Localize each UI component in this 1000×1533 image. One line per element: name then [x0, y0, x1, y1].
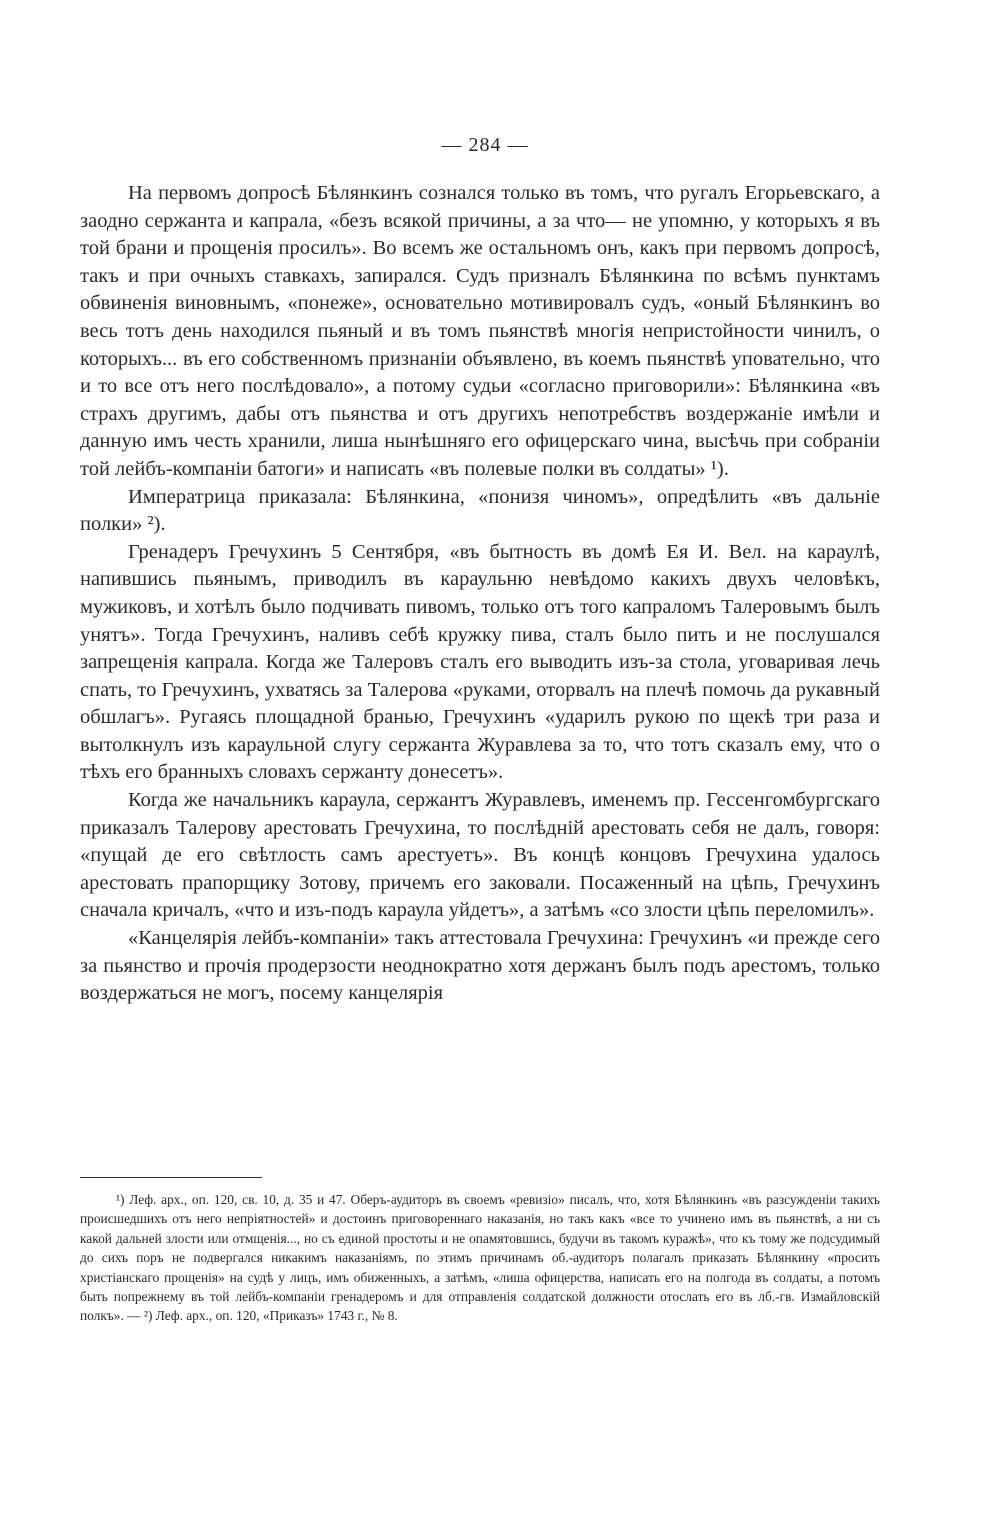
paragraph: Гренадеръ Гречухинъ 5 Сентября, «въ бытность въ домѣ Ея И. Вел. на караулѣ, напившись пьянымъ, приводилъ въ караульню невѣдомо какихъ двухъ человѣкъ, мужиковъ, и хотѣлъ было подчивать пивомъ, только отъ того капраломъ Талеровымъ былъ унятъ». Тогда Гречухинъ, наливъ себѣ кружку пива, сталъ было пить и не послушался запрещенія капрала. Когда же Талеровъ сталъ его выводить изъ-за стола, уговаривая лечь спать, то Гречухинъ, ухватясь за Талерова «руками, оторвалъ на плечѣ помочь да рукавный обшлагъ». Ругаясь площадной бранью, Гречухинъ «ударилъ рукою по щекѣ три раза и вытолкнулъ изъ караульной слугу сержанта Журавлева за то, что тотъ сказалъ ему, что о тѣхъ его бранныхъ словахъ сержанту донесетъ».: [80, 540, 880, 784]
paragraph: Императрица приказала: Бѣлянкина, «понизя чиномъ», опредѣлить «въ дальніе полки» ²).: [80, 485, 880, 536]
footnotes: [80, 1190, 880, 1326]
main-text: [80, 180, 880, 1008]
page-number: — 284 —: [441, 134, 529, 156]
paragraph: На первомъ допросѣ Бѣлянкинъ сознался только въ томъ, что ругалъ Егорьевскаго, а заодно сержанта и капрала, «безъ всякой причины, а за что— не упомню, у которыхъ я въ той брани и прощенія просилъ». Во всемъ же остальномъ онъ, какъ при первомъ допросѣ, такъ и при очныхъ ставкахъ, запирался. Судъ призналъ Бѣлянкина по всѣмъ пунктамъ обвиненія виновнымъ, «понеже», основательно мотивировалъ судъ, «оный Бѣлянкинъ во весь тотъ день находился пьяный и въ томъ пьянствѣ многія непристойности чинилъ, о которыхъ... въ его собственномъ признаніи объявлено, въ коемъ пьянствѣ уповательно, что и то все отъ него послѣдовало», а потому судьи «согласно приговорили»: Бѣлянкина «въ страхъ другимъ, дабы отъ пьянства и отъ другихъ непотребствъ воздержаніе имѣли и данную имъ честь хранили, лиша нынѣшняго его офицерскаго чина, высѣчь при собраніи той лейбъ-компаніи батоги» и написать «въ полевые полки въ солдаты» ¹).: [80, 182, 880, 480]
footnote-divider: [80, 1177, 262, 1178]
paragraph: «Канцелярія лейбъ-компаніи» такъ аттестовала Гречухина: Гречухинъ «и прежде сего за пьянство и прочія продерзости неоднократно хотя держанъ былъ подъ арестомъ, только воздержаться не могъ, посему канцелярія: [80, 927, 880, 1005]
paragraph: Когда же начальникъ караула, сержантъ Журавлевъ, именемъ пр. Гессенгомбургскаго приказалъ Талерову арестовать Гречухина, то послѣдній арестовать себя не далъ, говоря: «пущай де его свѣтлость самъ арестуетъ». Въ концѣ концовъ Гречухина удалось арестовать прапорщику Зотову, причемъ его заковали. Посаженный на цѣпь, Гречухинъ сначала кричалъ, «что и изъ-подъ караула уйдетъ», а затѣмъ «со злости цѣпь переломилъ».: [80, 789, 880, 922]
footnote-text: ¹) Леф. арх., оп. 120, св. 10, д. 35 и 47. Оберъ-аудиторъ въ своемъ «ревизіо» писалъ, что, хотя Бѣлянкинъ «въ разсужденіи такихъ происшедшихъ отъ него непріятностей» и достоинъ приговореннаго наказанія, но такъ какъ «все то учинено имъ въ пьянствѣ, а ни съ какой дальней злости или отмщенія..., но съ единой простоты и не опамятовшись, будучи въ такомъ куражѣ», что къ тому же подсудимый до сихъ поръ не подвергался никакимъ наказаніямъ, по этимъ причинамъ об.-аудиторъ полагалъ приказать Бѣлянкину «просить христіанскаго прощенія» на судѣ у лицъ, имъ обиженныхъ, а затѣмъ, «лиша офицерства, написать его на полгода въ солдаты, а потомъ быть попрежнему въ той лейбъ-компаніи гренадеромъ и для отправленія солдатской должности отослать его въ лб.-гв. Измайловскій полкъ». — ²) Леф. арх., оп. 120, «Приказъ» 1743 г., № 8.: [80, 1192, 880, 1324]
